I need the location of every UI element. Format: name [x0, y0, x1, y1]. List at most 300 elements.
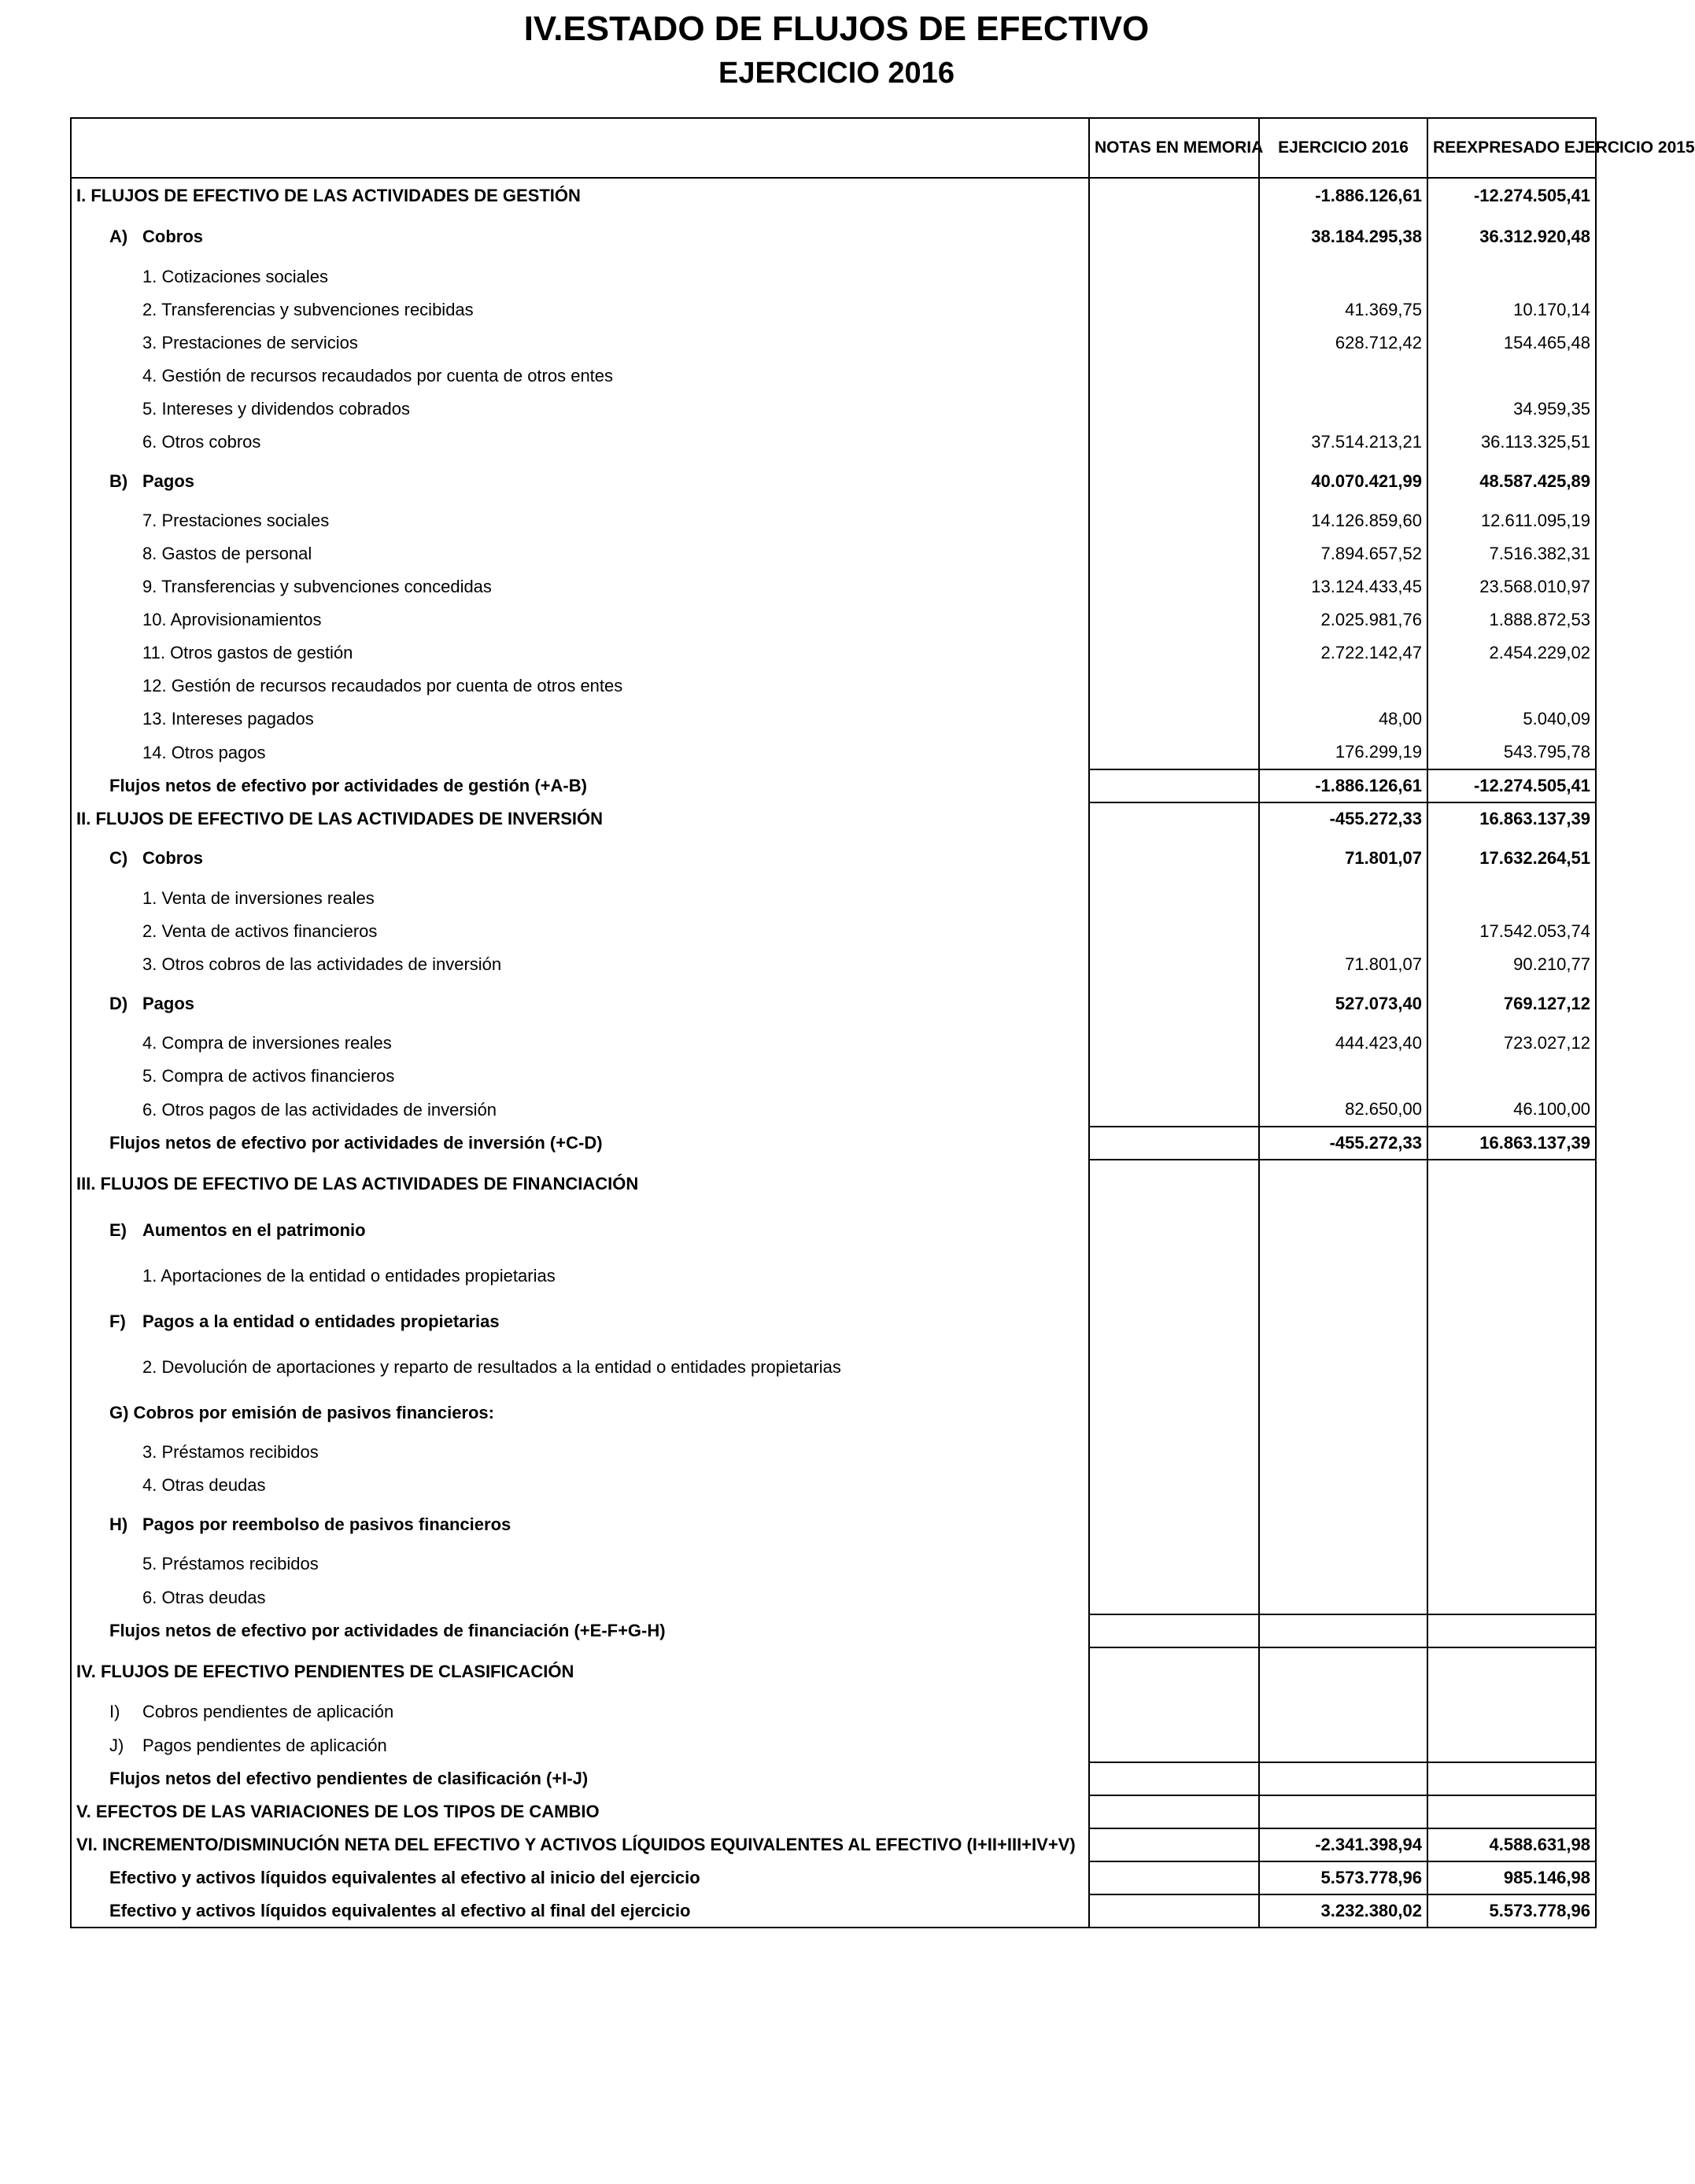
row-label: 4. Compra de inversiones reales	[142, 1033, 392, 1053]
row-label: 4. Gestión de recursos recaudados por cuenta de otros entes	[142, 366, 614, 386]
row-value-2016: 14.126.859,60	[1259, 504, 1427, 537]
table-row	[71, 1861, 1596, 1894]
row-notes	[1089, 1695, 1259, 1728]
row-value-2016	[1259, 1299, 1427, 1345]
row-label: I. FLUJOS DE EFECTIVO DE LAS ACTIVIDADES DE GESTIÓN	[76, 186, 581, 205]
row-label: 3. Otros cobros de las actividades de inversión	[142, 954, 502, 974]
row-notes	[1089, 802, 1259, 835]
row-label-cell	[71, 1728, 1089, 1762]
row-label-cell	[71, 636, 1089, 670]
table-row	[71, 393, 1596, 426]
row-notes	[1089, 1160, 1259, 1208]
row-value-2015: 12.611.095,19	[1427, 504, 1596, 537]
row-value-2015	[1427, 1762, 1596, 1795]
row-label-cell	[71, 802, 1089, 835]
row-label-cell	[71, 736, 1089, 769]
row-label: 12. Gestión de recursos recaudados por cuenta de otros entes	[142, 676, 623, 695]
table-row	[71, 1647, 1596, 1695]
row-notes	[1089, 1647, 1259, 1695]
header-row	[71, 118, 1596, 178]
row-label: 5. Intereses y dividendos cobrados	[142, 399, 410, 419]
row-label-cell	[71, 915, 1089, 948]
row-value-2015: 90.210,77	[1427, 948, 1596, 981]
row-label: V. EFECTOS DE LAS VARIACIONES DE LOS TIPOS DE CAMBIO	[76, 1802, 600, 1821]
row-label-cell	[71, 703, 1089, 736]
row-label: Cobros pendientes de aplicación	[142, 1702, 394, 1721]
row-value-2016	[1259, 1614, 1427, 1647]
row-value-2015	[1427, 260, 1596, 293]
row-value-2015: 5.573.778,96	[1427, 1894, 1596, 1928]
table-row	[71, 703, 1596, 736]
table-row	[71, 636, 1596, 670]
table-row	[71, 504, 1596, 537]
table-row	[71, 293, 1596, 326]
row-label: 2. Devolución de aportaciones y reparto de resultados a la entidad o entidades propietarias	[142, 1357, 841, 1377]
row-label-cell	[71, 1469, 1089, 1502]
row-label-cell	[71, 769, 1089, 802]
table-row	[71, 1027, 1596, 1060]
row-value-2015	[1427, 1060, 1596, 1093]
row-label: 14. Otros pagos	[142, 742, 266, 762]
row-notes	[1089, 1208, 1259, 1253]
table-row	[71, 1795, 1596, 1828]
row-value-2016	[1259, 1502, 1427, 1548]
row-value-2016: -455.272,33	[1259, 1127, 1427, 1160]
row-notes	[1089, 360, 1259, 393]
table-row	[71, 769, 1596, 802]
row-value-2016	[1259, 1469, 1427, 1502]
table-row	[71, 1762, 1596, 1795]
row-notes	[1089, 1093, 1259, 1127]
row-label: Efectivo y activos líquidos equivalentes al efectivo al final del ejercicio	[109, 1900, 691, 1920]
row-notes	[1089, 603, 1259, 636]
row-notes	[1089, 1027, 1259, 1060]
table-row	[71, 948, 1596, 981]
row-label: Efectivo y activos líquidos equivalentes al efectivo al inicio del ejercicio	[109, 1868, 700, 1887]
table-row	[71, 1469, 1596, 1502]
row-value-2015	[1427, 1728, 1596, 1762]
row-label: Pagos	[142, 994, 195, 1013]
row-notes	[1089, 1469, 1259, 1502]
table-row	[71, 426, 1596, 459]
row-label: 11. Otros gastos de gestión	[142, 643, 353, 662]
row-value-2016: 41.369,75	[1259, 293, 1427, 326]
row-value-2016	[1259, 1160, 1427, 1208]
row-label-cell	[71, 360, 1089, 393]
row-value-2016	[1259, 260, 1427, 293]
table-row	[71, 537, 1596, 570]
table-row	[71, 1436, 1596, 1469]
row-notes	[1089, 504, 1259, 537]
row-label: Cobros	[142, 227, 203, 246]
row-label-cell	[71, 1548, 1089, 1581]
row-value-2016	[1259, 882, 1427, 915]
table-row	[71, 981, 1596, 1027]
row-label: Cobros	[142, 848, 203, 868]
row-value-2016: 628.712,42	[1259, 326, 1427, 360]
row-value-2016	[1259, 1695, 1427, 1728]
row-value-2016	[1259, 1548, 1427, 1581]
row-letter: E)	[109, 1220, 127, 1240]
row-value-2015: 1.888.872,53	[1427, 603, 1596, 636]
row-notes	[1089, 769, 1259, 802]
table-row	[71, 835, 1596, 882]
row-value-2015: 5.040,09	[1427, 703, 1596, 736]
row-value-2016	[1259, 1762, 1427, 1795]
row-label: II. FLUJOS DE EFECTIVO DE LAS ACTIVIDADES DE INVERSIÓN	[76, 808, 604, 828]
row-value-2016: 82.650,00	[1259, 1093, 1427, 1127]
table-row	[71, 1502, 1596, 1548]
row-label-cell	[71, 393, 1089, 426]
row-value-2016: 2.025.981,76	[1259, 603, 1427, 636]
row-value-2015: 34.959,35	[1427, 393, 1596, 426]
row-value-2016	[1259, 1728, 1427, 1762]
table-row	[71, 260, 1596, 293]
row-label-cell	[71, 1436, 1089, 1469]
row-value-2015: 17.542.053,74	[1427, 915, 1596, 948]
row-value-2016: 527.073,40	[1259, 981, 1427, 1027]
row-label: 3. Prestaciones de servicios	[142, 333, 358, 352]
row-value-2015	[1427, 1647, 1596, 1695]
row-value-2015	[1427, 670, 1596, 703]
row-value-2016: 7.894.657,52	[1259, 537, 1427, 570]
row-label-cell	[71, 1894, 1089, 1928]
row-notes	[1089, 1762, 1259, 1795]
row-notes	[1089, 703, 1259, 736]
row-label: 13. Intereses pagados	[142, 709, 314, 729]
row-label-cell	[71, 1127, 1089, 1160]
row-letter: F)	[109, 1312, 126, 1331]
row-label: Flujos netos del efectivo pendientes de clasificación (+I-J)	[109, 1769, 589, 1788]
row-notes	[1089, 1728, 1259, 1762]
row-notes	[1089, 1390, 1259, 1436]
row-value-2015: 23.568.010,97	[1427, 570, 1596, 603]
row-value-2016	[1259, 1647, 1427, 1695]
table-row	[71, 459, 1596, 504]
row-value-2015: 4.588.631,98	[1427, 1828, 1596, 1861]
row-value-2015: 7.516.382,31	[1427, 537, 1596, 570]
row-value-2015: 46.100,00	[1427, 1093, 1596, 1127]
row-letter: A)	[109, 227, 128, 246]
table-row	[71, 360, 1596, 393]
row-value-2016	[1259, 1345, 1427, 1390]
row-label-cell	[71, 459, 1089, 504]
row-notes	[1089, 835, 1259, 882]
table-row	[71, 1253, 1596, 1299]
table-row	[71, 213, 1596, 260]
table-row	[71, 1894, 1596, 1928]
row-notes	[1089, 1253, 1259, 1299]
row-value-2015	[1427, 1502, 1596, 1548]
row-notes	[1089, 1581, 1259, 1614]
row-label: Pagos	[142, 471, 195, 491]
row-label: 1. Venta de inversiones reales	[142, 888, 375, 908]
row-label: 6. Otros cobros	[142, 432, 261, 452]
row-notes	[1089, 1548, 1259, 1581]
row-notes	[1089, 981, 1259, 1027]
row-label-cell	[71, 1828, 1089, 1861]
row-notes	[1089, 736, 1259, 769]
row-value-2016	[1259, 1060, 1427, 1093]
row-value-2015	[1427, 1469, 1596, 1502]
row-label-cell	[71, 948, 1089, 981]
row-label-cell	[71, 293, 1089, 326]
table-row	[71, 1160, 1596, 1208]
row-value-2016	[1259, 915, 1427, 948]
row-letter: B)	[109, 471, 128, 491]
table-row	[71, 603, 1596, 636]
row-value-2015	[1427, 1390, 1596, 1436]
row-value-2016	[1259, 1795, 1427, 1828]
row-label-cell	[71, 1299, 1089, 1345]
table-row	[71, 736, 1596, 769]
row-label-cell	[71, 570, 1089, 603]
row-value-2015: 723.027,12	[1427, 1027, 1596, 1060]
row-value-2016	[1259, 1581, 1427, 1614]
row-value-2015: 16.863.137,39	[1427, 1127, 1596, 1160]
row-value-2015: -12.274.505,41	[1427, 769, 1596, 802]
row-value-2015	[1427, 1795, 1596, 1828]
document-subtitle: EJERCICIO 2016	[718, 57, 955, 90]
row-label: 6. Otros pagos de las actividades de inversión	[142, 1099, 497, 1120]
table-row	[71, 178, 1596, 213]
row-label-cell	[71, 1027, 1089, 1060]
row-label-cell	[71, 1647, 1089, 1695]
row-label: VI. INCREMENTO/DISMINUCIÓN NETA DEL EFECTIVO Y ACTIVOS LÍQUIDOS EQUIVALENTES AL EFECTIVO (I+II+III+IV+V)	[76, 1835, 1076, 1854]
row-label: Flujos netos de efectivo por actividades de financiación (+E-F+G-H)	[109, 1621, 666, 1640]
row-value-2015: 16.863.137,39	[1427, 802, 1596, 835]
row-letter: C)	[109, 848, 128, 868]
row-value-2015	[1427, 1436, 1596, 1469]
row-value-2015	[1427, 1160, 1596, 1208]
row-notes	[1089, 326, 1259, 360]
row-label-cell	[71, 537, 1089, 570]
row-value-2016: 444.423,40	[1259, 1027, 1427, 1060]
header-year-2016: EJERCICIO 2016	[1259, 118, 1427, 178]
row-label: 5. Préstamos recibidos	[142, 1554, 319, 1573]
table-row	[71, 670, 1596, 703]
row-label: 6. Otras deudas	[142, 1587, 266, 1607]
table-row	[71, 1828, 1596, 1861]
row-notes	[1089, 213, 1259, 260]
table-row	[71, 1728, 1596, 1762]
table-row	[71, 1695, 1596, 1728]
row-notes	[1089, 1127, 1259, 1160]
row-label-cell	[71, 1695, 1089, 1728]
table-row	[71, 1581, 1596, 1614]
row-notes	[1089, 293, 1259, 326]
row-notes	[1089, 1795, 1259, 1828]
row-label-cell	[71, 1345, 1089, 1390]
row-notes	[1089, 1502, 1259, 1548]
header-concept	[71, 118, 1089, 178]
row-label-cell	[71, 981, 1089, 1027]
table-row	[71, 1299, 1596, 1345]
row-value-2015: 36.312.920,48	[1427, 213, 1596, 260]
row-letter: I)	[109, 1702, 120, 1721]
row-notes	[1089, 1861, 1259, 1894]
row-value-2015	[1427, 1548, 1596, 1581]
row-notes	[1089, 1894, 1259, 1928]
row-label-cell	[71, 178, 1089, 213]
row-label-cell	[71, 1208, 1089, 1253]
row-label-cell	[71, 426, 1089, 459]
row-value-2016: 48,00	[1259, 703, 1427, 736]
row-value-2016: 2.722.142,47	[1259, 636, 1427, 670]
row-value-2015: 154.465,48	[1427, 326, 1596, 360]
row-value-2016	[1259, 360, 1427, 393]
row-label: 9. Transferencias y subvenciones concedidas	[142, 577, 492, 596]
row-value-2016: -2.341.398,94	[1259, 1828, 1427, 1861]
row-label: 5. Compra de activos financieros	[142, 1066, 395, 1086]
table-row	[71, 326, 1596, 360]
row-label: III. FLUJOS DE EFECTIVO DE LAS ACTIVIDADES DE FINANCIACIÓN	[76, 1173, 639, 1193]
row-notes	[1089, 537, 1259, 570]
row-notes	[1089, 670, 1259, 703]
row-value-2016: 71.801,07	[1259, 948, 1427, 981]
row-notes	[1089, 882, 1259, 915]
row-notes	[1089, 426, 1259, 459]
table-row	[71, 1614, 1596, 1647]
table-row	[71, 1127, 1596, 1160]
row-value-2015: 985.146,98	[1427, 1861, 1596, 1894]
row-value-2016: -1.886.126,61	[1259, 178, 1427, 213]
row-label-cell	[71, 1502, 1089, 1548]
row-notes	[1089, 948, 1259, 981]
row-notes	[1089, 1828, 1259, 1861]
row-label-cell	[71, 1160, 1089, 1208]
row-notes	[1089, 393, 1259, 426]
header-year-2015: REEXPRESADO EJERCICIO 2015	[1427, 118, 1596, 178]
row-value-2015	[1427, 1695, 1596, 1728]
row-value-2016: 40.070.421,99	[1259, 459, 1427, 504]
table-row	[71, 570, 1596, 603]
row-label: Pagos a la entidad o entidades propietarias	[142, 1312, 500, 1331]
row-label-cell	[71, 1060, 1089, 1093]
row-label-cell	[71, 1253, 1089, 1299]
row-label-cell	[71, 213, 1089, 260]
row-value-2016: 176.299,19	[1259, 736, 1427, 769]
table-row	[71, 882, 1596, 915]
row-label-cell	[71, 260, 1089, 293]
table-row	[71, 1060, 1596, 1093]
row-value-2015	[1427, 360, 1596, 393]
table-row	[71, 1548, 1596, 1581]
row-value-2015: -12.274.505,41	[1427, 178, 1596, 213]
row-label: 2. Transferencias y subvenciones recibidas	[142, 300, 474, 319]
row-value-2016: 3.232.380,02	[1259, 1894, 1427, 1928]
row-label: Flujos netos de efectivo por actividades de gestión (+A-B)	[109, 776, 587, 795]
row-notes	[1089, 1436, 1259, 1469]
row-notes	[1089, 1614, 1259, 1647]
row-label-cell	[71, 1795, 1089, 1828]
table-row	[71, 915, 1596, 948]
row-value-2015	[1427, 882, 1596, 915]
row-value-2016	[1259, 1208, 1427, 1253]
header-notes: NOTAS EN MEMORIA	[1089, 118, 1259, 178]
row-label: Flujos netos de efectivo por actividades de inversión (+C-D)	[109, 1133, 603, 1153]
row-value-2016: 13.124.433,45	[1259, 570, 1427, 603]
row-value-2015: 10.170,14	[1427, 293, 1596, 326]
row-label-cell	[71, 835, 1089, 882]
row-value-2015: 17.632.264,51	[1427, 835, 1596, 882]
row-value-2016	[1259, 393, 1427, 426]
row-label: Aumentos en el patrimonio	[142, 1220, 366, 1240]
row-notes	[1089, 1345, 1259, 1390]
row-value-2016: 5.573.778,96	[1259, 1861, 1427, 1894]
table-row	[71, 1093, 1596, 1127]
row-label: Pagos pendientes de aplicación	[142, 1735, 387, 1755]
row-label-cell	[71, 1861, 1089, 1894]
table-row	[71, 1208, 1596, 1253]
row-value-2015	[1427, 1614, 1596, 1647]
row-label: 1. Aportaciones de la entidad o entidades propietarias	[142, 1266, 556, 1286]
row-notes	[1089, 1060, 1259, 1093]
row-label-cell	[71, 1093, 1089, 1127]
row-label-cell	[71, 326, 1089, 360]
row-notes	[1089, 260, 1259, 293]
row-value-2015: 2.454.229,02	[1427, 636, 1596, 670]
row-notes	[1089, 459, 1259, 504]
row-value-2015: 48.587.425,89	[1427, 459, 1596, 504]
row-value-2016: -455.272,33	[1259, 802, 1427, 835]
row-letter: H)	[109, 1514, 128, 1534]
row-notes	[1089, 1299, 1259, 1345]
row-value-2015	[1427, 1345, 1596, 1390]
row-label: 7. Prestaciones sociales	[142, 511, 330, 530]
row-label-cell	[71, 1390, 1089, 1436]
row-label: IV. FLUJOS DE EFECTIVO PENDIENTES DE CLASIFICACIÓN	[76, 1661, 574, 1681]
row-value-2016: 38.184.295,38	[1259, 213, 1427, 260]
row-notes	[1089, 915, 1259, 948]
row-value-2016	[1259, 1253, 1427, 1299]
row-notes	[1089, 178, 1259, 213]
row-notes	[1089, 570, 1259, 603]
row-label-cell	[71, 504, 1089, 537]
row-notes	[1089, 636, 1259, 670]
row-value-2015: 543.795,78	[1427, 736, 1596, 769]
row-label-cell	[71, 670, 1089, 703]
row-letter: D)	[109, 994, 128, 1013]
row-value-2016: 71.801,07	[1259, 835, 1427, 882]
row-value-2015: 36.113.325,51	[1427, 426, 1596, 459]
row-label: 10. Aprovisionamientos	[142, 610, 322, 629]
table-row	[71, 1390, 1596, 1436]
table-body	[71, 178, 1596, 1928]
row-label: 2. Venta de activos financieros	[142, 921, 378, 941]
document-title: IV.ESTADO DE FLUJOS DE EFECTIVO	[523, 9, 1150, 48]
row-value-2016: 37.514.213,21	[1259, 426, 1427, 459]
row-label: Pagos por reembolso de pasivos financieros	[142, 1514, 511, 1534]
table-row	[71, 802, 1596, 835]
row-value-2015: 769.127,12	[1427, 981, 1596, 1027]
row-label-cell	[71, 1614, 1089, 1647]
row-value-2016	[1259, 1436, 1427, 1469]
row-letter: J)	[109, 1735, 124, 1755]
row-label: 4. Otras deudas	[142, 1475, 266, 1495]
row-label: 1. Cotizaciones sociales	[142, 267, 329, 286]
row-label-cell	[71, 603, 1089, 636]
row-value-2015	[1427, 1581, 1596, 1614]
row-label: 3. Préstamos recibidos	[142, 1442, 319, 1462]
cash-flow-table	[70, 117, 1695, 1928]
row-value-2016	[1259, 670, 1427, 703]
table-row	[71, 1345, 1596, 1390]
row-label-cell	[71, 882, 1089, 915]
row-value-2016	[1259, 1390, 1427, 1436]
row-label-cell	[71, 1581, 1089, 1614]
row-value-2016: -1.886.126,61	[1259, 769, 1427, 802]
